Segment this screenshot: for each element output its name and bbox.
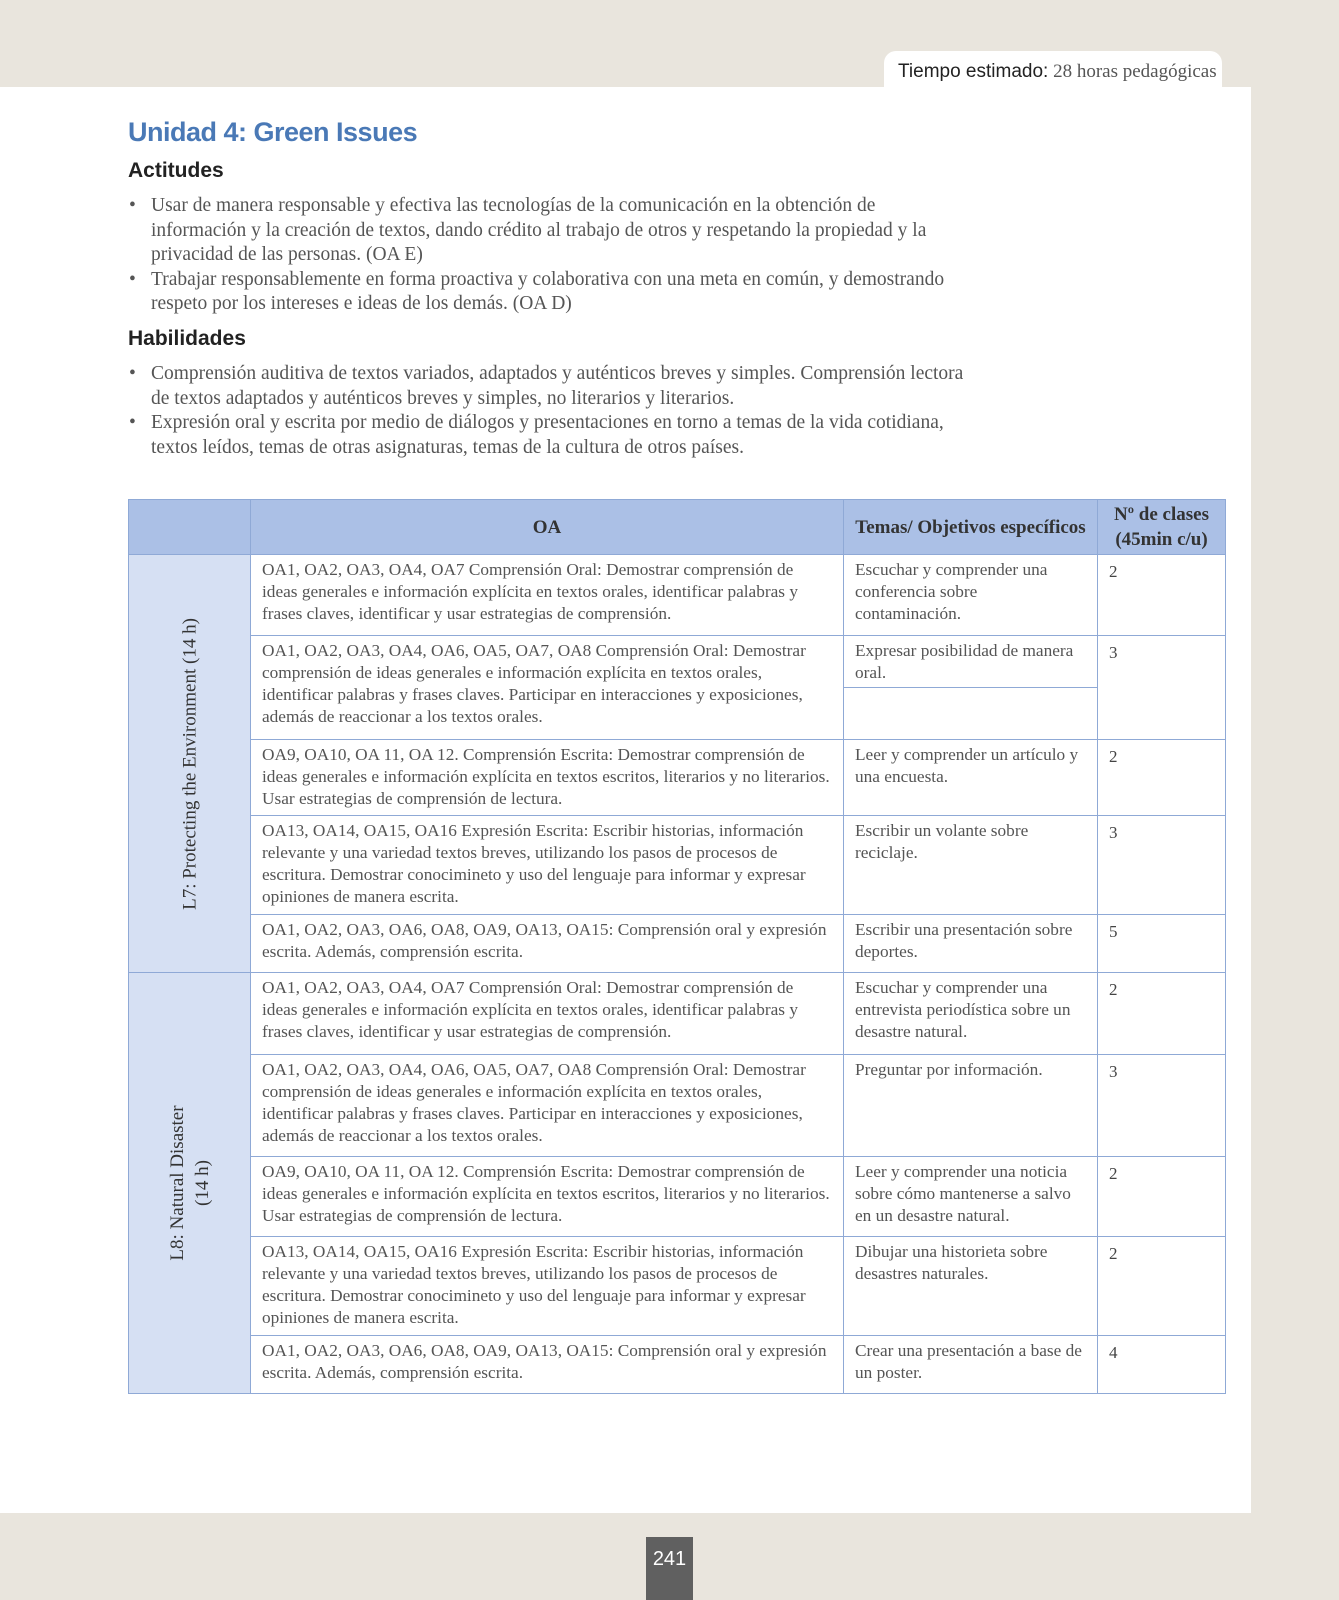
actitudes-heading: Actitudes <box>128 159 224 182</box>
oa-cell: OA9, OA10, OA 11, OA 12. Comprensión Escrita: Demostrar comprensión de ideas generales e información explícita en textos escritos, literarios y no literarios. Usar estrategias de comprensión de lectura. <box>251 740 844 816</box>
time-estimate-value: 28 horas pedagógicas <box>1053 61 1217 82</box>
habilidades-heading: Habilidades <box>128 327 246 350</box>
lesson-plan-table <box>128 499 1226 1394</box>
clases-cell: 2 <box>1098 740 1226 816</box>
tema-cell: Dibujar una historieta sobre desastres naturales. <box>844 1237 1098 1336</box>
clases-cell: 3 <box>1098 1055 1226 1157</box>
clases-cell: 5 <box>1098 915 1226 973</box>
clases-cell: 4 <box>1098 1336 1226 1394</box>
tema-cell: Escribir un volante sobre reciclaje. <box>844 816 1098 915</box>
oa-cell: OA1, OA2, OA3, OA6, OA8, OA9, OA13, OA15: Comprensión oral y expresión escrita. Además, comprensión escrita. <box>251 1336 844 1394</box>
table-row <box>129 636 1226 740</box>
tema-cell: Crear una presentación a base de un poster. <box>844 1336 1098 1394</box>
header-blank-cell <box>129 500 251 555</box>
table-row <box>129 1055 1226 1157</box>
unit-l8-label-line1: L8: Natural Disaster <box>166 1105 188 1261</box>
oa-cell: OA1, OA2, OA3, OA4, OA7 Comprensión Oral: Demostrar comprensión de ideas generales e información explícita en textos orales, identificar palabras y frases claves, identificar y usar estrategias de comprensión. <box>251 973 844 1055</box>
unit-l8-label-line2: (14 h) <box>191 1160 213 1206</box>
time-estimate-label: Tiempo estimado: <box>898 61 1049 82</box>
table-row <box>129 740 1226 816</box>
table-header-row <box>129 500 1226 555</box>
unit-l7-cell <box>129 555 251 973</box>
oa-cell: OA1, OA2, OA3, OA6, OA8, OA9, OA13, OA15: Comprensión oral y expresión escrita. Además, comprensión escrita. <box>251 915 844 973</box>
clases-cell: 2 <box>1098 555 1226 636</box>
tema-cell: Escuchar y comprender una conferencia sobre contaminación. <box>844 555 1098 636</box>
unit-l8-cell <box>129 973 251 1394</box>
unit-title: Unidad 4: Green Issues <box>128 117 418 147</box>
tema-text: Expresar posibilidad de manera oral. <box>844 636 1097 688</box>
tema-cell: Escribir una presentación sobre deportes. <box>844 915 1098 973</box>
header-temas: Temas/ Objetivos específicos <box>844 500 1098 555</box>
oa-cell: OA1, OA2, OA3, OA4, OA6, OA5, OA7, OA8 Comprensión Oral: Demostrar comprensión de ideas generales e información explícita en textos orales, identificar palabras y frases claves. Participar en interacciones y exposiciones, además de reaccionar a los textos orales. <box>251 1055 844 1157</box>
actitudes-item: • Usar de manera responsable y efectiva las tecnologías de la comunicación en la obtención de información y la creación de textos, dando crédito al trabajo de otros y respetando la propiedad y la privacidad de las personas. (OA E) <box>128 194 968 268</box>
tema-cell: Leer y comprender un artículo y una encuesta. <box>844 740 1098 816</box>
clases-cell: 2 <box>1098 1237 1226 1336</box>
unit-l8-label <box>165 1105 215 1260</box>
clases-cell: 3 <box>1098 636 1226 740</box>
table-row <box>129 915 1226 973</box>
table-row <box>129 1237 1226 1336</box>
header-clases: Nº de clases (45min c/u) <box>1098 500 1226 555</box>
oa-cell: OA9, OA10, OA 11, OA 12. Comprensión Escrita: Demostrar comprensión de ideas generales e información explícita en textos escritos, literarios y no literarios. Usar estrategias de comprensión de lectura. <box>251 1157 844 1237</box>
table-row <box>129 973 1226 1055</box>
clases-cell: 2 <box>1098 973 1226 1055</box>
table-row <box>129 816 1226 915</box>
tema-cell <box>844 636 1098 740</box>
tema-cell: Escuchar y comprender una entrevista periodística sobre un desastre natural. <box>844 973 1098 1055</box>
oa-cell: OA1, OA2, OA3, OA4, OA6, OA5, OA7, OA8 Comprensión Oral: Demostrar comprensión de ideas generales e información explícita en textos orales, identificar palabras y frases claves. Participar en interacciones y exposiciones, además de reaccionar a los textos orales. <box>251 636 844 740</box>
actitudes-item: • Trabajar responsablemente en forma proactiva y colaborativa con una meta en común, y demostrando respeto por los intereses e ideas de los demás. (OA D) <box>128 268 968 317</box>
clases-cell: 2 <box>1098 1157 1226 1237</box>
actitudes-list <box>128 194 968 317</box>
clases-cell: 3 <box>1098 816 1226 915</box>
table-row <box>129 1336 1226 1394</box>
unit-l7-label: L7: Protecting the Environment (14 h) <box>179 617 200 910</box>
page <box>0 87 1251 1513</box>
habilidades-list <box>128 362 968 460</box>
habilidades-item: • Expresión oral y escrita por medio de diálogos y presentaciones en torno a temas de la vida cotidiana, textos leídos, temas de otras asignaturas, temas de la cultura de otros países. <box>128 411 968 460</box>
oa-cell: OA13, OA14, OA15, OA16 Expresión Escrita: Escribir historias, información relevante y una variedad textos breves, utilizando los pasos de procesos de escritura. Demostrar conocimineto y uso del lenguaje para informar y expresar opiniones de manera escrita. <box>251 816 844 915</box>
table-row <box>129 1157 1226 1237</box>
time-estimate-tab <box>884 51 1222 89</box>
table-row <box>129 555 1226 636</box>
tema-cell: Preguntar por información. <box>844 1055 1098 1157</box>
habilidades-item: • Comprensión auditiva de textos variados, adaptados y auténticos breves y simples. Comprensión lectora de textos adaptados y auténticos breves y simples, no literarios y literarios. <box>128 362 968 411</box>
page-number: 241 <box>646 1537 693 1600</box>
oa-cell: OA1, OA2, OA3, OA4, OA7 Comprensión Oral: Demostrar comprensión de ideas generales e información explícita en textos orales, identificar palabras y frases claves, identificar y usar estrategias de comprensión. <box>251 555 844 636</box>
oa-cell: OA13, OA14, OA15, OA16 Expresión Escrita: Escribir historias, información relevante y una variedad textos breves, utilizando los pasos de procesos de escritura. Demostrar conocimineto y uso del lenguaje para informar y expresar opiniones de manera escrita. <box>251 1237 844 1336</box>
header-oa: OA <box>251 500 844 555</box>
tema-cell: Leer y comprender una noticia sobre cómo mantenerse a salvo en un desastre natural. <box>844 1157 1098 1237</box>
